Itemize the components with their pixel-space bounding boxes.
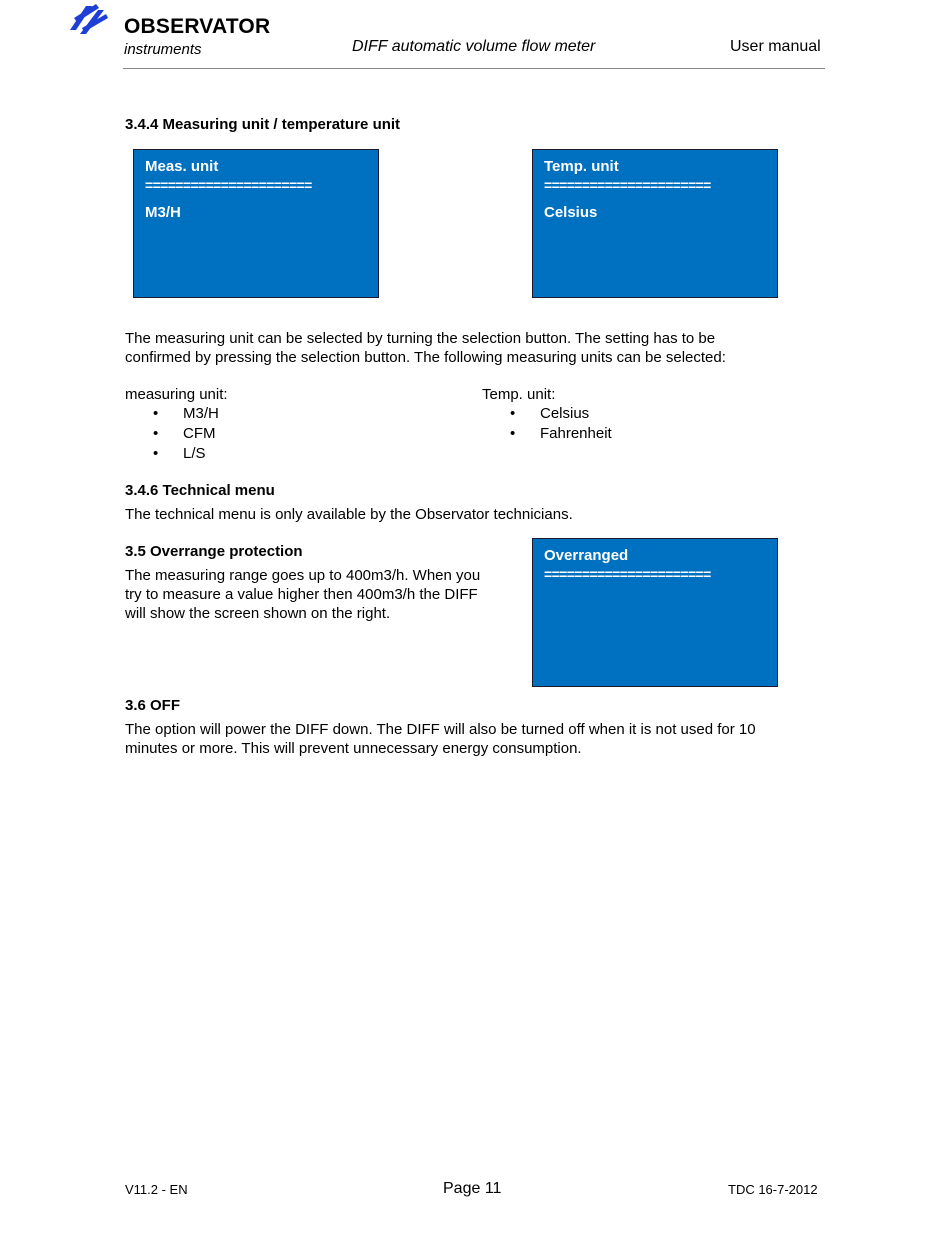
footer-page-number: Page 11 [443,1180,502,1197]
bullet-icon: • [510,405,516,422]
screen-title: Meas. unit [145,158,219,175]
list-item: • Fahrenheit [510,425,612,442]
screen-value: M3/H [145,204,181,221]
footer-date: TDC 16-7-2012 [728,1182,818,1197]
brand-name: OBSERVATOR [124,15,271,38]
screen-title: Temp. unit [544,158,619,175]
paragraph-line: The measuring unit can be selected by turning the selection button. The setting has to be [125,330,716,347]
screen-rule: ====================== [544,566,711,582]
header-divider [123,68,825,69]
section-346-paragraph: The technical menu is only available by the Observator technicians. [125,506,573,523]
section-heading-346: 3.4.6 Technical menu [125,482,275,499]
paragraph-line: The measuring range goes up to 400m3/h. When you [125,567,481,584]
list-label: Temp. unit: [482,386,556,403]
paragraph-line: minutes or more. This will prevent unnecessary energy consumption. [125,740,582,757]
list-label: measuring unit: [125,386,228,403]
screen-title: Overranged [544,547,629,564]
list-item: • CFM [153,425,216,442]
screen-value: Celsius [544,204,598,221]
temp-unit-list [482,385,612,444]
list-item: • Celsius [510,405,590,422]
bullet-icon: • [153,425,159,442]
paragraph-line: confirmed by pressing the selection button. The following measuring units can be selected: [125,349,726,366]
section-344-paragraph [125,329,726,367]
section-heading-35: 3.5 Overrange protection [125,543,303,560]
paragraph-line: The option will power the DIFF down. The DIFF will also be turned off when it is not used for 10 [125,721,756,738]
footer-version: V11.2 - EN [125,1182,188,1197]
paragraph-line: try to measure a value higher then 400m3/h the DIFF [125,586,478,603]
temp-unit-screen [532,149,778,298]
meas-unit-screen [133,149,379,298]
section-36-paragraph [125,720,756,758]
document-type: User manual [730,38,821,55]
section-heading-344: 3.4.4 Measuring unit / temperature unit [125,116,401,133]
overranged-screen [532,538,778,687]
bullet-icon: • [153,445,159,462]
observator-logo-icon [68,0,112,40]
measuring-unit-list [125,385,228,464]
paragraph-line: will show the screen shown on the right. [125,605,391,622]
list-item: • M3/H [153,405,219,422]
list-item: • L/S [153,445,206,462]
document-title: DIFF automatic volume flow meter [352,38,596,55]
section-heading-36: 3.6 OFF [125,697,181,714]
brand-subtitle: instruments [124,41,202,58]
bullet-icon: • [153,405,159,422]
screen-rule: ====================== [544,177,711,193]
screen-rule: ====================== [145,177,312,193]
bullet-icon: • [510,425,516,442]
section-35-paragraph [125,566,480,623]
